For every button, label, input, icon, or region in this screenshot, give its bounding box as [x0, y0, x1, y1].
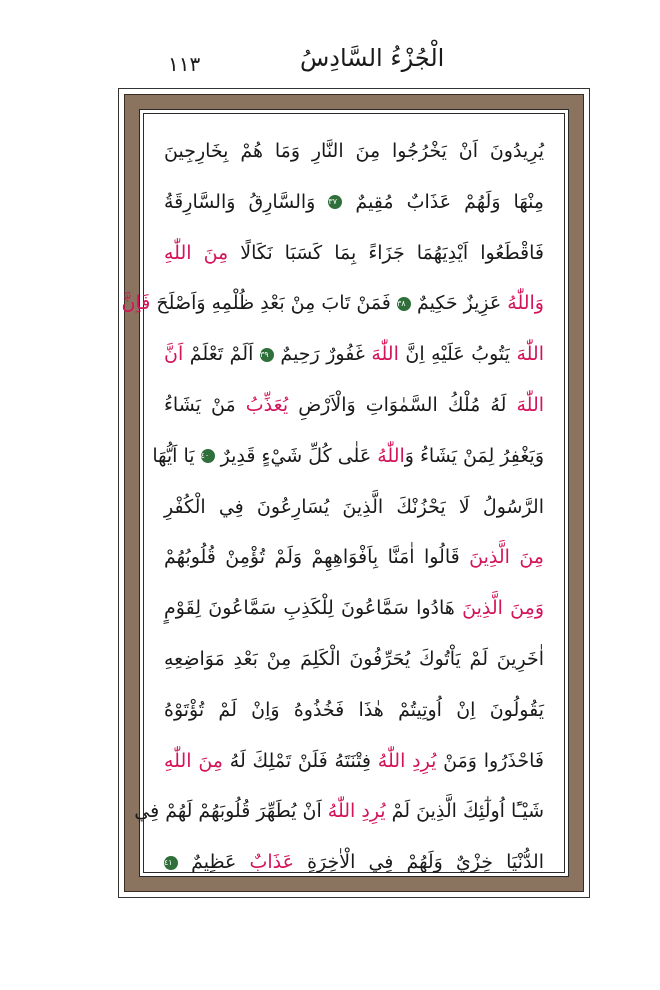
text-segment: الدُّنْيَا خِزْيٌ وَلَهُمْ فِي الْاٰخِرَةِ — [293, 851, 544, 874]
verse-line — [164, 380, 544, 431]
red-text-segment: اللّٰهَ — [516, 393, 545, 416]
verse-line — [152, 431, 544, 482]
text-segment: هَادُوا سَمَّاعُونَ لِلْكَذِبِ سَمَّاعُونَ لِقَوْمٍ — [164, 597, 463, 620]
text-segment: يَا اَيُّهَا — [152, 444, 201, 467]
red-text-segment: يُرِدِ اللّٰهُ — [377, 749, 437, 772]
verse-line — [164, 532, 544, 583]
verse-lines — [121, 126, 545, 888]
red-text-segment: يُرِدِ اللّٰهُ — [327, 800, 386, 823]
verse-line — [121, 278, 544, 329]
verse-number-marker: ٤٠ — [201, 449, 215, 463]
page-header — [120, 44, 600, 84]
verse-line — [164, 482, 544, 533]
text-segment: غَفُورٌ رَحِيمٌ — [273, 343, 372, 366]
verse-line — [164, 583, 544, 634]
red-text-segment: اللّٰهَ — [516, 343, 544, 366]
page-number: ١١٣ — [168, 52, 201, 76]
red-text-segment: وَاللّٰهُ — [507, 292, 544, 315]
verse-line — [164, 126, 544, 177]
text-segment: فِتْنَتَهُ فَلَنْ تَمْلِكَ لَهُ — [222, 749, 378, 772]
text-segment: قَالُوا اٰمَنَّا بِاَفْوَاهِهِمْ وَلَمْ تُؤْمِنْ قُلُوبُهُمْ — [164, 546, 470, 569]
text-segment: يَتُوبُ عَلَيْهِ اِنَّ — [398, 343, 517, 366]
red-text-segment: اللّٰهُ — [377, 444, 405, 467]
page-frame — [121, 94, 584, 892]
red-text-segment: يُعَذِّبُ — [245, 393, 289, 416]
text-segment: اٰخَرِينَ لَمْ يَاْتُوكَ يُحَرِّفُونَ الْكَلِمَ مِنْ بَعْدِ مَوَاضِعِهِ — [164, 647, 544, 670]
red-text-segment: اللّٰهَ — [371, 343, 399, 366]
verse-number-marker: ٤١ — [164, 856, 178, 870]
red-text-segment: مِنَ اللّٰهِ — [164, 749, 223, 772]
text-segment: اَلَمْ تَعْلَمْ — [183, 343, 260, 366]
red-text-segment: مِنَ اللّٰهِ — [164, 241, 229, 264]
verse-line — [164, 634, 544, 685]
text-segment: وَالسَّارِقُ وَالسَّارِقَةُ — [164, 190, 329, 213]
text-segment: عَلٰى كُلِّ شَيْءٍ قَدِيرٌ — [214, 444, 378, 467]
text-segment: مَنْ يَشَاءُ — [164, 393, 246, 416]
text-panel — [121, 109, 569, 877]
text-segment: وَيَغْفِرُ لِمَنْ يَشَاءُ وَ — [404, 444, 544, 467]
verse-line — [164, 329, 544, 380]
text-segment: مِنْهَا وَلَهُمْ عَذَابٌ مُقِيمٌ — [342, 190, 544, 213]
text-segment: لَهُ مُلْكُ السَّمٰوَاتِ وَالْاَرْضِ — [288, 393, 517, 416]
text-segment: يَقُولُونَ اِنْ اُوتِيتُمْ هٰذَا فَخُذُوهُ وَاِنْ لَمْ تُؤْتَوْهُ — [164, 698, 544, 721]
juz-title: الْجُزْءُ السَّادِسُ — [300, 44, 445, 72]
red-text-segment: عَذَابٌ — [249, 851, 294, 874]
verse-line — [164, 837, 544, 888]
text-segment: فَاحْذَرُوا وَمَنْ — [436, 749, 544, 772]
verse-line — [134, 786, 544, 837]
verse-line — [164, 736, 544, 787]
text-segment: فَاقْطَعُوا اَيْدِيَهُمَا جَزَاءً بِمَا كَسَبَا نَكَالًا — [228, 241, 544, 264]
red-text-segment: اَنَّ — [164, 343, 184, 366]
red-text-segment: مِنَ الَّذِينَ — [469, 546, 544, 569]
verse-number-marker: ٣٧ — [328, 195, 342, 209]
text-segment: شَيْـًٔا اُولٰٓئِكَ الَّذِينَ لَمْ — [385, 800, 544, 823]
verse-number-marker: ٣٩ — [260, 348, 274, 362]
red-text-segment: وَمِنَ الَّذِينَ — [462, 597, 544, 620]
text-segment: عَظِيمٌ — [178, 851, 250, 874]
text-segment: الرَّسُولُ لَا يَحْزُنْكَ الَّذِينَ يُسَارِعُونَ فِي الْكُفْرِ — [164, 495, 544, 518]
text-segment: عَزِيزٌ حَكِيمٌ — [410, 292, 508, 315]
red-text-segment: فَاِنَّ — [121, 292, 151, 315]
text-segment: اَنْ يُطَهِّرَ قُلُوبَهُمْ لَهُمْ فِي — [134, 800, 328, 823]
verse-line — [164, 685, 544, 736]
verse-number-marker: ٣٨ — [397, 297, 411, 311]
text-segment: فَمَنْ تَابَ مِنْ بَعْدِ ظُلْمِهِ وَاَصْلَحَ — [150, 292, 397, 315]
verse-line — [164, 177, 544, 228]
text-segment: يُرِيدُونَ اَنْ يَخْرُجُوا مِنَ النَّارِ وَمَا هُمْ بِخَارِجِينَ — [164, 140, 544, 162]
verse-line — [164, 228, 544, 279]
